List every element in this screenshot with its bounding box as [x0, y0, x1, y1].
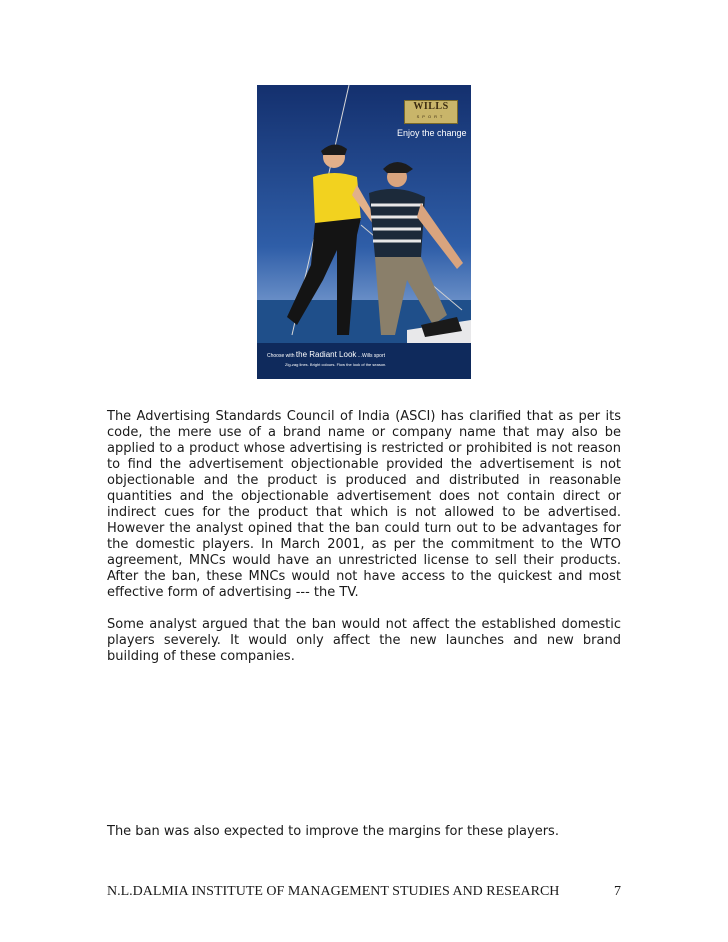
- advertisement-image: [257, 85, 471, 379]
- ad-caption-highlight: the Radiant Look: [295, 350, 357, 359]
- footer-institution: N.L.DALMIA INSTITUTE OF MANAGEMENT STUDIES AND RESEARCH: [107, 884, 560, 899]
- paragraph-asci-clarification: The Advertising Standards Council of India (ASCI) has clarified that as per its code, the mere use of a brand name or company name that may also be applied to a product whose advertising is restricted or prohibited is not reason to find the advertisement objectionable provided the advertisement is not objectionable and the product is produced and distributed in reasonable quantities and the objectionable advertisement does not contain direct or indirect cues for the product that which is not allowed to be advertised. However the analyst opined that the ban could turn out to be advantages for the domestic players. In March 2001, as per the commitment to the WTO agreement, MNCs would have an unrestricted license to sell their products. After the ban, these MNCs would not have access to the quickest and most effective form of advertising --- the TV.: [107, 409, 621, 600]
- paragraph-analyst-argument: Some analyst argued that the ban would not affect the established domestic players severely. It would only affect the new launches and new brand building of these companies.: [107, 617, 621, 664]
- paragraph-margins: The ban was also expected to improve the margins for these players.: [107, 824, 559, 839]
- ad-caption-line-2: Zig-zag lines. Bright colours. Flow the look of the season.: [285, 362, 387, 367]
- wills-logo: [404, 100, 458, 124]
- page-number: 7: [614, 884, 621, 899]
- logo-text: WILLS: [413, 101, 449, 112]
- ad-caption: [267, 351, 385, 360]
- ad-caption-prefix: Choose with: [267, 353, 295, 359]
- ad-tagline: Enjoy the change: [397, 128, 467, 138]
- page-footer: [107, 884, 621, 900]
- logo-subtext: SPORT: [416, 114, 446, 119]
- ad-caption-suffix: ...Wills sport: [357, 353, 386, 359]
